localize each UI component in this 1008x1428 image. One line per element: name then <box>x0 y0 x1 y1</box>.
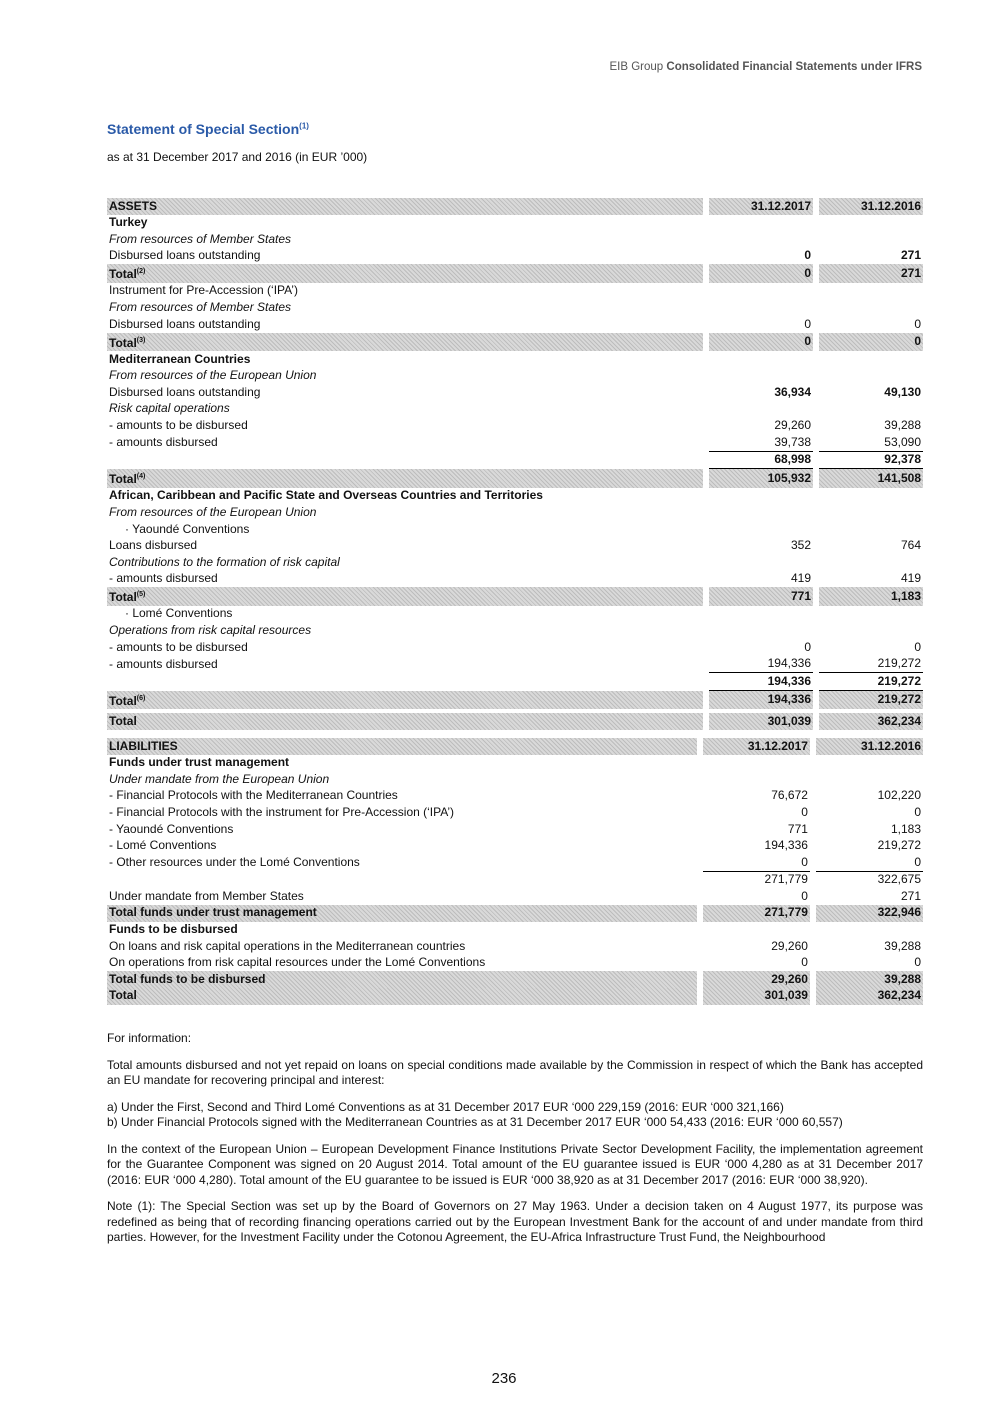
row-label <box>107 231 703 248</box>
row-label-text: Total <box>109 335 137 350</box>
assets-row <box>107 691 923 710</box>
value-2016: 49,130 <box>884 384 921 399</box>
row-label-text: On operations from risk capital resources under the Lomé Conventions <box>109 955 486 970</box>
value-2017 <box>709 554 813 571</box>
value-2016: 271 <box>900 248 921 263</box>
value-2017: 0 <box>801 804 808 819</box>
assets-heading: ASSETS <box>107 198 703 215</box>
note-paragraph: In the context of the European Union – European Development Finance Institutions Private Sector Development Facility, the implementation agreement for the Guarantee Component was signed on 20 August 2014. Total amount of the EU guarantee issued is EUR ‘000 4,280 as at 31 December 2017 (2016: EUR ‘000 4,280). Total amount of the EU guarantee to be issued is EUR ‘000 38,920 as at 31 December 2017 (2016: EUR ‘000 38,920). <box>107 1141 923 1187</box>
row-label-text: - Lomé Conventions <box>109 838 217 853</box>
row-label-text: On loans and risk capital operations in the Mediterranean countries <box>109 938 466 953</box>
liabilities-row <box>107 755 923 772</box>
value-2017: 0 <box>801 955 808 970</box>
value-2016 <box>819 606 923 623</box>
row-label <box>107 713 703 730</box>
row-label-text: Operations from risk capital resources <box>109 623 312 638</box>
row-label-text: - Financial Protocols with the instrument for Pre-Accession (‘IPA’) <box>109 804 455 819</box>
row-label <box>107 521 703 538</box>
row-label <box>107 804 697 821</box>
row-label-text: Risk capital operations <box>109 401 230 416</box>
value-2016: 764 <box>900 538 921 553</box>
note-paragraph: For information: <box>107 1031 192 1045</box>
row-label <box>107 299 703 316</box>
row-label <box>107 955 697 972</box>
value-2016: 219,272 <box>819 656 923 674</box>
row-label-text: · Yaoundé Conventions <box>125 521 250 536</box>
value-2016: 1,183 <box>890 821 921 836</box>
liabilities-row <box>107 971 923 988</box>
row-label-text: Funds to be disbursed <box>109 922 238 937</box>
value-2016: 39,288 <box>884 418 921 433</box>
value-2017 <box>703 755 810 772</box>
row-label <box>107 872 697 889</box>
row-label <box>107 606 703 623</box>
value-2017: 271,779 <box>703 905 810 922</box>
row-label <box>107 755 697 772</box>
assets-col-2016: 31.12.2016 <box>819 198 923 215</box>
row-label <box>107 384 703 401</box>
value-2017: 0 <box>801 888 808 903</box>
value-2017 <box>709 504 813 521</box>
row-label <box>107 554 703 571</box>
assets-header-row <box>107 198 923 215</box>
row-label-text: Total <box>109 590 137 605</box>
row-label-text: Mediterranean Countries <box>109 351 251 366</box>
notes-section <box>107 1031 923 1257</box>
liabilities-header-row <box>107 738 923 755</box>
row-label-text: From resources of the European Union <box>109 368 317 383</box>
assets-row <box>107 215 923 232</box>
value-2016: 271 <box>900 888 921 903</box>
row-label-text: - amounts to be disbursed <box>109 418 248 433</box>
row-label-text: - amounts disbursed <box>109 656 218 671</box>
liabilities-row <box>107 988 923 1005</box>
assets-row <box>107 571 923 588</box>
footnote-ref: (2) <box>136 268 146 276</box>
liabilities-row <box>107 955 923 972</box>
liabilities-table <box>107 738 923 1005</box>
row-label-text: From resources of the European Union <box>109 504 317 519</box>
assets-body <box>107 198 923 730</box>
value-2016 <box>819 215 923 232</box>
value-2016: 1,183 <box>819 587 923 606</box>
value-2017 <box>703 771 810 788</box>
assets-row <box>107 606 923 623</box>
value-2016: 219,272 <box>819 691 923 710</box>
row-label <box>107 333 703 352</box>
liabilities-body <box>107 738 923 1005</box>
row-label <box>107 771 697 788</box>
row-label <box>107 971 697 988</box>
assets-row <box>107 283 923 300</box>
value-2017: 419 <box>790 571 812 586</box>
value-2017: 0 <box>804 248 812 263</box>
assets-row <box>107 231 923 248</box>
row-label-text: Total funds under trust management <box>109 905 317 920</box>
row-label-text: Total funds to be disbursed <box>109 971 266 986</box>
value-2017 <box>709 606 813 623</box>
statement-subtitle: as at 31 December 2017 and 2016 (in EUR ’000) <box>107 150 368 164</box>
value-2017: 194,336 <box>709 691 813 710</box>
assets-row <box>107 639 923 656</box>
value-2017: 29,260 <box>771 938 808 953</box>
value-2016: 0 <box>914 955 921 970</box>
footnote-ref: (3) <box>136 336 146 344</box>
row-label <box>107 838 697 855</box>
value-2017: 0 <box>709 264 813 283</box>
row-label-text: Under mandate from the European Union <box>109 771 330 786</box>
row-label-text: Turkey <box>109 215 148 230</box>
row-label-text: - Other resources under the Lomé Conventions <box>109 855 360 870</box>
value-2017: 29,260 <box>703 971 810 988</box>
footnote-ref: (6) <box>136 694 146 702</box>
row-label <box>107 283 703 300</box>
row-label-text: Disbursed loans outstanding <box>109 384 261 399</box>
liabilities-row <box>107 872 923 889</box>
assets-row <box>107 452 923 470</box>
row-label <box>107 264 703 283</box>
value-2016: 0 <box>914 639 921 654</box>
value-2017: 352 <box>790 538 812 553</box>
value-2016 <box>819 231 923 248</box>
value-2017: 29,260 <box>774 418 812 433</box>
value-2017 <box>709 283 813 300</box>
value-2017 <box>703 922 810 939</box>
value-2016 <box>819 401 923 418</box>
value-2016: 0 <box>914 804 921 819</box>
value-2017 <box>709 215 813 232</box>
liabilities-row <box>107 804 923 821</box>
assets-row <box>107 434 923 452</box>
row-label <box>107 639 703 656</box>
page-number: 236 <box>491 1370 517 1387</box>
row-label <box>107 316 703 333</box>
row-label <box>107 905 697 922</box>
value-2017: 771 <box>709 587 813 606</box>
statement-title-note: (1) <box>299 121 309 131</box>
value-2017 <box>709 351 813 368</box>
row-label <box>107 988 697 1005</box>
row-label-text: - amounts disbursed <box>109 571 218 586</box>
value-2017: 271,779 <box>764 872 808 887</box>
row-label <box>107 922 697 939</box>
row-label-text: African, Caribbean and Pacific State and Overseas Countries and Territories <box>109 488 543 503</box>
value-2016 <box>819 283 923 300</box>
assets-row <box>107 248 923 265</box>
row-label <box>107 504 703 521</box>
liabilities-col-2016: 31.12.2016 <box>816 738 923 755</box>
value-2016 <box>819 299 923 316</box>
value-2017: 301,039 <box>709 713 813 730</box>
value-2016: 39,288 <box>816 971 923 988</box>
assets-row <box>107 351 923 368</box>
row-label <box>107 938 697 955</box>
row-label <box>107 434 703 452</box>
liabilities-col-2017: 31.12.2017 <box>703 738 810 755</box>
value-2017: 194,336 <box>709 656 813 674</box>
value-2016: 219,272 <box>819 673 923 691</box>
liabilities-row <box>107 854 923 872</box>
row-label <box>107 888 697 905</box>
liabilities-row <box>107 938 923 955</box>
row-label <box>107 215 703 232</box>
value-2016: 322,675 <box>877 872 921 887</box>
liabilities-row <box>107 905 923 922</box>
row-label <box>107 622 703 639</box>
assets-row <box>107 488 923 505</box>
assets-row <box>107 554 923 571</box>
value-2016: 362,234 <box>819 713 923 730</box>
row-label-text: - Financial Protocols with the Mediterranean Countries <box>109 788 398 803</box>
liabilities-row <box>107 771 923 788</box>
value-2017 <box>709 521 813 538</box>
value-2016: 102,220 <box>877 788 921 803</box>
value-2017: 301,039 <box>703 988 810 1005</box>
assets-row <box>107 538 923 555</box>
value-2016: 419 <box>900 571 921 586</box>
value-2016 <box>819 351 923 368</box>
assets-row <box>107 401 923 418</box>
value-2016 <box>819 622 923 639</box>
value-2017: 39,738 <box>709 434 813 452</box>
row-label-text: Contributions to the formation of risk capital <box>109 554 340 569</box>
statement-title-text: Statement of Special Section <box>107 121 300 137</box>
assets-row <box>107 333 923 352</box>
note-paragraph: a) Under the First, Second and Third Lomé Conventions as at 31 December 2017 EUR ‘000 229,159 (2016: EUR ‘000 321,166) <box>107 1099 784 1114</box>
value-2016: 322,946 <box>816 905 923 922</box>
row-label-text: Funds under trust management <box>109 755 290 770</box>
row-label <box>107 691 703 710</box>
row-label <box>107 469 703 488</box>
row-label <box>107 418 703 435</box>
note-paragraph: b) Under Financial Protocols signed with the Mediterranean Countries as at 31 December 2017 EUR ‘000 54,433 (2016: EUR ‘000 60,557) <box>107 1115 843 1129</box>
assets-row <box>107 622 923 639</box>
value-2017: 105,932 <box>709 469 813 488</box>
row-label-text: · Lomé Conventions <box>125 606 233 621</box>
row-label <box>107 538 703 555</box>
value-2016: 0 <box>816 854 923 872</box>
header-title: Consolidated Financial Statements under IFRS <box>666 61 922 73</box>
row-label-text: Total <box>109 713 137 728</box>
row-label-text: - amounts disbursed <box>109 435 218 450</box>
row-label-text: From resources of Member States <box>109 300 292 315</box>
assets-row <box>107 384 923 401</box>
assets-row <box>107 368 923 385</box>
row-label-text: Disbursed loans outstanding <box>109 248 261 263</box>
assets-row <box>107 504 923 521</box>
header-prefix: EIB Group <box>609 61 664 73</box>
row-label <box>107 401 703 418</box>
liabilities-row <box>107 821 923 838</box>
value-2016: 53,090 <box>819 434 923 452</box>
value-2016: 141,508 <box>819 469 923 488</box>
row-label <box>107 788 697 805</box>
assets-row <box>107 418 923 435</box>
value-2017 <box>709 368 813 385</box>
assets-row <box>107 656 923 674</box>
value-2016 <box>819 554 923 571</box>
value-2017: 0 <box>709 333 813 352</box>
row-label-text: Loans disbursed <box>109 538 198 553</box>
assets-row <box>107 299 923 316</box>
value-2016: 271 <box>819 264 923 283</box>
row-label-text: Total <box>109 267 137 282</box>
row-label-text: - Yaoundé Conventions <box>109 821 234 836</box>
note-paragraph: Total amounts disbursed and not yet repaid on loans on special conditions made available by the Commission in respect of which the Bank has accepted an EU mandate for recovering principal and interest: <box>107 1057 923 1087</box>
value-2016 <box>816 755 923 772</box>
liabilities-heading: LIABILITIES <box>107 738 697 755</box>
row-label-text: Total <box>109 472 137 487</box>
liabilities-row <box>107 838 923 855</box>
assets-table <box>107 198 923 730</box>
row-label-text: Disbursed loans outstanding <box>109 316 261 331</box>
value-2017: 76,672 <box>771 788 808 803</box>
row-label <box>107 248 703 265</box>
assets-row <box>107 264 923 283</box>
row-label <box>107 821 697 838</box>
row-label-text: Under mandate from Member States <box>109 888 304 903</box>
value-2017 <box>709 299 813 316</box>
footnote-ref: (4) <box>136 473 146 481</box>
value-2016: 219,272 <box>877 838 921 853</box>
value-2017: 0 <box>703 854 810 872</box>
row-label-text: Total <box>109 988 137 1003</box>
value-2017: 0 <box>804 639 812 654</box>
value-2016 <box>816 771 923 788</box>
row-label <box>107 488 703 505</box>
value-2016 <box>819 488 923 505</box>
value-2016 <box>819 504 923 521</box>
value-2017 <box>709 622 813 639</box>
footnote-ref: (5) <box>136 591 146 599</box>
value-2016: 39,288 <box>884 938 921 953</box>
value-2017: 68,998 <box>709 452 813 470</box>
row-label-text: Instrument for Pre-Accession (‘IPA’) <box>109 283 298 298</box>
assets-row <box>107 673 923 691</box>
row-label-text: - amounts to be disbursed <box>109 639 248 654</box>
value-2016: 362,234 <box>816 988 923 1005</box>
value-2016 <box>816 922 923 939</box>
assets-row <box>107 469 923 488</box>
assets-row <box>107 521 923 538</box>
value-2017 <box>709 231 813 248</box>
assets-row <box>107 587 923 606</box>
row-label <box>107 368 703 385</box>
row-label <box>107 452 703 470</box>
value-2017: 194,336 <box>764 838 808 853</box>
liabilities-row <box>107 922 923 939</box>
value-2017 <box>709 401 813 418</box>
note-paragraph: Note (1): The Special Section was set up by the Board of Governors on 27 May 1963. Under a decision taken on 4 August 1977, its purpose was redefined as being that of recording financing operations carried out by the European Investment Bank for the account of and under mandate from third parties. However, for the Investment Facility under the Cotonou Agreement, the EU-Africa Infrastructure Trust Fund, the Neighbourhood <box>107 1199 923 1244</box>
value-2016 <box>819 368 923 385</box>
row-label-text: Total <box>109 693 137 708</box>
row-label <box>107 587 703 606</box>
value-2017: 194,336 <box>709 673 813 691</box>
row-label <box>107 854 697 872</box>
value-2017: 36,934 <box>774 384 812 399</box>
assets-col-2017: 31.12.2017 <box>709 198 813 215</box>
value-2016 <box>819 521 923 538</box>
value-2017: 0 <box>804 316 812 331</box>
assets-row <box>107 713 923 730</box>
running-header <box>609 61 922 73</box>
row-label-text: From resources of Member States <box>109 231 292 246</box>
row-label <box>107 351 703 368</box>
value-2016: 92,378 <box>819 452 923 470</box>
liabilities-row <box>107 788 923 805</box>
value-2016: 0 <box>914 316 921 331</box>
value-2017 <box>709 488 813 505</box>
value-2016: 0 <box>819 333 923 352</box>
value-2017: 771 <box>787 821 808 836</box>
liabilities-row <box>107 888 923 905</box>
row-label <box>107 673 703 691</box>
assets-row <box>107 316 923 333</box>
row-label <box>107 571 703 588</box>
row-label <box>107 656 703 674</box>
statement-title <box>107 121 309 137</box>
